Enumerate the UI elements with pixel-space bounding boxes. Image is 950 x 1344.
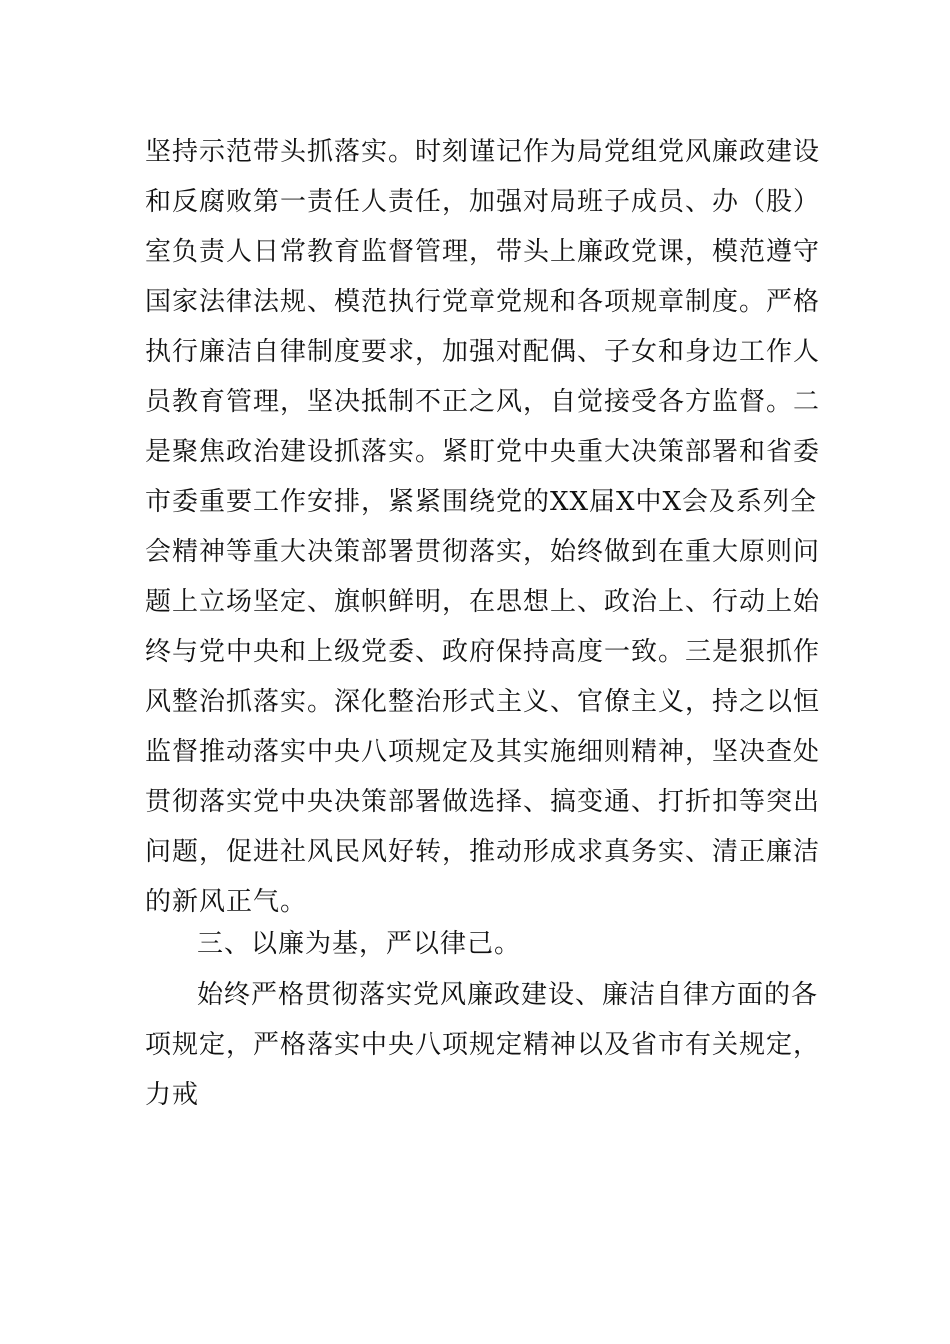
text-line: 问题，促进社风民风好转，推动形成求真务实、清正廉洁 [145, 837, 821, 867]
paragraph-second [145, 970, 821, 1120]
section-heading [145, 919, 807, 969]
text-line: 力戒 [145, 1080, 200, 1110]
text-line: 会精神等重大决策部署贯彻落实，始终做到在重大原则问 [145, 537, 821, 567]
text-line: 始终严格贯彻落实党风廉政建设、廉洁自律方面的各 [197, 980, 819, 1010]
text-line: 项规定，严格落实中央八项规定精神以及省市有关规定， [145, 1030, 821, 1060]
text-line: 室负责人日常教育监督管理，带头上廉政党课，模范遵守 [145, 237, 821, 267]
text-line: 终与党中央和上级党委、政府保持高度一致。三是狠抓作 [145, 637, 821, 667]
paragraph-main [145, 127, 821, 927]
text-line: 监督推动落实中央八项规定及其实施细则精神，坚决查处 [145, 737, 821, 767]
text-line: 坚持示范带头抓落实。时刻谨记作为局党组党风廉政建设 [145, 137, 821, 167]
text-line: 题上立场坚定、旗帜鲜明，在思想上、政治上、行动上始 [145, 587, 821, 617]
text-line: 市委重要工作安排，紧紧围绕党的XX届X中X会及系列全 [145, 487, 818, 517]
text-line: 是聚焦政治建设抓落实。紧盯党中央重大决策部署和省委 [145, 437, 821, 467]
text-line: 执行廉洁自律制度要求，加强对配偶、子女和身边工作人 [145, 337, 821, 367]
text-line: 员教育管理，坚决抵制不正之风，自觉接受各方监督。二 [145, 387, 821, 417]
text-line: 风整治抓落实。深化整治形式主义、官僚主义，持之以恒 [145, 687, 821, 717]
text-line: 和反腐败第一责任人责任，加强对局班子成员、办（股） [145, 187, 821, 217]
text-line: 国家法律法规、模范执行党章党规和各项规章制度。严格 [145, 287, 821, 317]
text-line: 的新风正气。 [145, 887, 308, 917]
text-line: 贯彻落实党中央决策部署做选择、搞变通、打折扣等突出 [145, 787, 821, 817]
section-heading-text: 三、以廉为基，严以律己。 [197, 929, 522, 959]
